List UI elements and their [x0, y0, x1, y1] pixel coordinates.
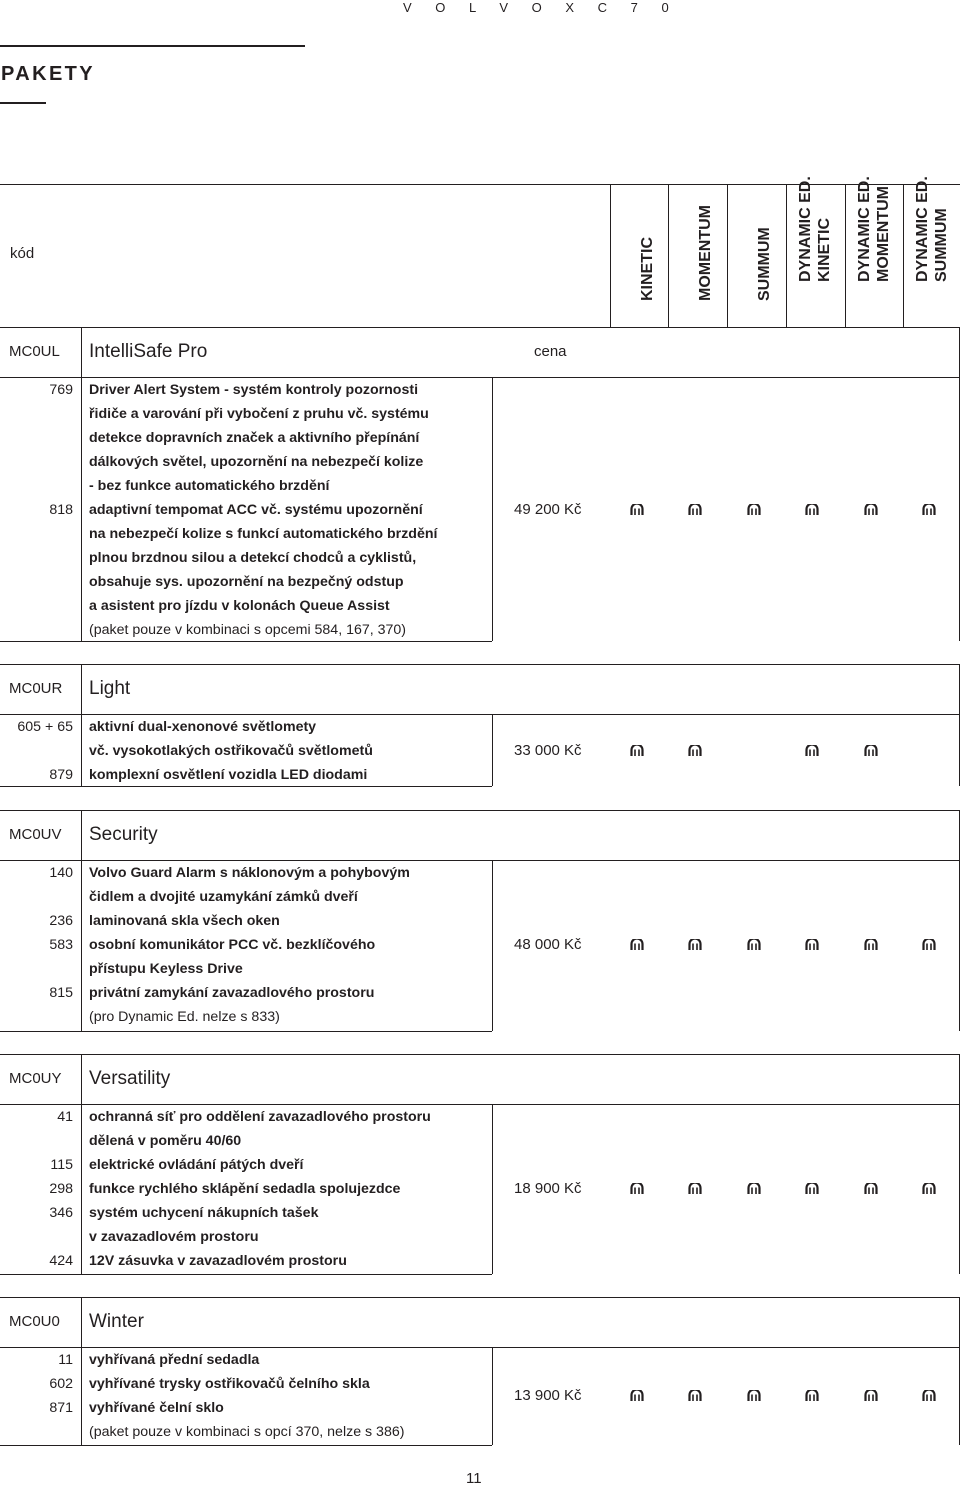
package-code: MC0U0	[9, 1313, 60, 1330]
desc-divider	[492, 378, 493, 641]
description-line: Driver Alert System - systém kontroly pozornosti	[89, 382, 419, 398]
code-divider	[81, 664, 82, 786]
option-code: 346	[49, 1205, 73, 1221]
option-codes	[0, 1105, 73, 1273]
availability-icon	[922, 939, 936, 954]
availability-icon	[864, 745, 878, 760]
availability-icon	[630, 1390, 644, 1405]
column-divider	[610, 184, 611, 327]
availability-icon	[922, 504, 936, 519]
option-code	[0, 570, 73, 594]
option-code: 583	[49, 937, 73, 953]
option-code	[0, 885, 73, 909]
availability-icon	[805, 939, 819, 954]
desc-divider	[492, 1105, 493, 1274]
availability-icon	[630, 1183, 644, 1198]
availability-icon	[688, 1390, 702, 1405]
package-price: 18 900 Kč	[514, 1180, 582, 1197]
availability-icon	[688, 504, 702, 519]
option-code: 605 + 65	[17, 719, 73, 735]
column-header-label: DYNAMIC ED. SUMMUM	[914, 176, 950, 282]
description-line: funkce rychlého sklápění sedadla spolujezdce	[89, 1181, 401, 1197]
column-header-dynamic-summum	[903, 176, 950, 320]
column-header-label: MOMENTUM	[697, 205, 714, 301]
availability-icon	[805, 745, 819, 760]
section-top-border	[0, 664, 960, 665]
description-line: plnou brzdnou silou a detekcí chodců a cyklistů,	[89, 550, 417, 566]
description-line: detekce dopravních značek a aktivního přepínání	[89, 430, 420, 446]
package-name: Security	[89, 824, 158, 845]
option-code	[0, 402, 73, 426]
availability-icon	[922, 1390, 936, 1405]
option-code: 11	[58, 1352, 73, 1368]
package-note: (pro Dynamic Ed. nelze s 833)	[89, 1009, 280, 1025]
option-code: 818	[49, 502, 73, 518]
option-codes	[0, 715, 73, 787]
availability-icon	[688, 1183, 702, 1198]
code-column-label: kód	[10, 245, 35, 262]
option-code	[0, 546, 73, 570]
availability-icon	[747, 1390, 761, 1405]
availability-icon	[805, 1390, 819, 1405]
availability-icon	[747, 939, 761, 954]
option-code: 602	[49, 1376, 73, 1392]
section-top-border	[0, 1297, 960, 1298]
section-bottom-border	[0, 1445, 492, 1446]
column-header-dynamic-kinetic	[786, 176, 833, 320]
availability-icon	[630, 504, 644, 519]
section-bottom-border	[0, 1274, 492, 1275]
code-divider	[81, 327, 82, 641]
option-code: 298	[49, 1181, 73, 1197]
description-line: adaptivní tempomat ACC vč. systému upozornění	[89, 502, 423, 518]
column-header-dynamic-momentum	[845, 176, 892, 320]
package-description	[89, 378, 437, 642]
availability-icon	[747, 1183, 761, 1198]
package-name: IntelliSafe Pro	[89, 341, 208, 362]
option-code: 140	[49, 865, 73, 881]
description-line: vč. vysokotlakých ostřikovačů světlometů	[89, 743, 373, 759]
option-code	[0, 1129, 73, 1153]
option-code: 115	[50, 1157, 73, 1173]
page-number: 11	[466, 1470, 482, 1486]
section-bottom-border	[0, 1031, 492, 1032]
package-description	[89, 1105, 431, 1273]
package-description	[89, 715, 373, 787]
desc-divider	[492, 861, 493, 1031]
description-line: čidlem a dvojité uzamykání zámků dveří	[89, 889, 358, 905]
package-price: 33 000 Kč	[514, 742, 582, 759]
description-line: dělená v poměru 40/60	[89, 1133, 242, 1149]
option-code	[0, 450, 73, 474]
column-header-label: DYNAMIC ED. KINETIC	[797, 176, 833, 282]
page-title: PAKETY	[1, 63, 96, 85]
description-line: laminovaná skla všech oken	[89, 913, 280, 929]
option-code: 424	[49, 1253, 73, 1269]
description-line: přístupu Keyless Drive	[89, 961, 243, 977]
code-divider	[81, 1054, 82, 1274]
price-column-label: cena	[534, 343, 567, 360]
package-code: MC0UY	[9, 1070, 62, 1087]
option-code	[0, 522, 73, 546]
column-header-momentum	[678, 180, 714, 320]
desc-divider	[492, 1348, 493, 1445]
description-line: systém uchycení nákupních tašek	[89, 1205, 319, 1221]
description-line: aktivní dual-xenonové světlomety	[89, 719, 317, 735]
package-note: (paket pouze v kombinaci s opcí 370, nelze s 386)	[89, 1424, 405, 1440]
availability-icon	[864, 504, 878, 519]
option-code	[0, 1225, 73, 1249]
package-name: Light	[89, 678, 131, 699]
availability-icon	[864, 1390, 878, 1405]
description-line: komplexní osvětlení vozidla LED diodami	[89, 767, 368, 783]
availability-icon	[805, 1183, 819, 1198]
option-code: 41	[57, 1109, 73, 1125]
package-name: Versatility	[89, 1068, 171, 1089]
header-bottom-border	[0, 327, 960, 328]
option-code: 769	[49, 382, 73, 398]
option-code: 236	[49, 913, 73, 929]
option-code	[0, 594, 73, 618]
package-name: Winter	[89, 1311, 144, 1332]
description-line: privátní zamykání zavazadlového prostoru	[89, 985, 375, 1001]
description-line: vyhřívaná přední sedadla	[89, 1352, 260, 1368]
package-code: MC0UR	[9, 680, 63, 697]
description-line: a asistent pro jízdu v kolonách Queue Assist	[89, 598, 390, 614]
desc-divider	[492, 715, 493, 786]
title-underline	[0, 102, 46, 104]
column-header-label: SUMMUM	[756, 227, 773, 301]
package-note: (paket pouze v kombinaci s opcemi 584, 167, 370)	[89, 622, 407, 638]
description-line: dálkových světel, upozornění na nebezpečí kolize	[89, 454, 424, 470]
option-code	[0, 739, 73, 763]
description-line: na nebezpečí kolize s funkcí automatického brzdění	[89, 526, 438, 542]
section-top-border	[0, 1054, 960, 1055]
availability-icon	[688, 745, 702, 760]
option-codes	[0, 1348, 73, 1420]
description-line: řidiče a varování při vybočení z pruhu vč. systému	[89, 406, 429, 422]
availability-icon	[688, 939, 702, 954]
description-line: - bez funkce automatického brzdění	[89, 478, 330, 494]
availability-icon	[864, 939, 878, 954]
column-header-label: KINETIC	[639, 237, 656, 301]
brand-header: V O L V O X C 7 0	[403, 0, 679, 15]
column-header-kinetic	[620, 180, 656, 320]
description-line: Volvo Guard Alarm s náklonovým a pohybovým	[89, 865, 410, 881]
description-line: obsahuje sys. upozornění na bezpečný odstup	[89, 574, 404, 590]
column-divider	[668, 184, 669, 327]
package-code: MC0UL	[9, 343, 60, 360]
description-line: ochranná síť pro oddělení zavazadlového prostoru	[89, 1109, 431, 1125]
option-code	[0, 426, 73, 450]
top-rule	[0, 45, 305, 47]
option-code	[0, 474, 73, 498]
availability-icon	[630, 745, 644, 760]
description-line: vyhřívané trysky ostřikovačů čelního skla	[89, 1376, 370, 1392]
package-price: 13 900 Kč	[514, 1387, 582, 1404]
package-code: MC0UV	[9, 826, 62, 843]
availability-icon	[922, 1183, 936, 1198]
section-top-border	[0, 810, 960, 811]
description-line: elektrické ovládání pátých dveří	[89, 1157, 304, 1173]
package-description	[89, 861, 410, 1029]
package-price: 49 200 Kč	[514, 501, 582, 518]
availability-icon	[747, 504, 761, 519]
description-line: vyhřívané čelní sklo	[89, 1400, 224, 1416]
availability-icon	[805, 504, 819, 519]
code-divider	[81, 810, 82, 1031]
package-price: 48 000 Kč	[514, 936, 582, 953]
option-code: 815	[49, 985, 73, 1001]
description-line: v zavazadlovém prostoru	[89, 1229, 259, 1245]
availability-icon	[864, 1183, 878, 1198]
option-code: 879	[49, 767, 73, 783]
description-line: 12V zásuvka v zavazadlovém prostoru	[89, 1253, 347, 1269]
column-header-summum	[737, 180, 773, 320]
option-code	[0, 957, 73, 981]
option-code: 871	[49, 1400, 73, 1416]
description-line: osobní komunikátor PCC vč. bezklíčového	[89, 937, 376, 953]
option-codes	[0, 378, 73, 618]
option-codes	[0, 861, 73, 1005]
code-divider	[81, 1297, 82, 1445]
column-header-label: DYNAMIC ED. MOMENTUM	[856, 176, 892, 282]
availability-icon	[630, 939, 644, 954]
package-description	[89, 1348, 404, 1444]
column-divider	[727, 184, 728, 327]
